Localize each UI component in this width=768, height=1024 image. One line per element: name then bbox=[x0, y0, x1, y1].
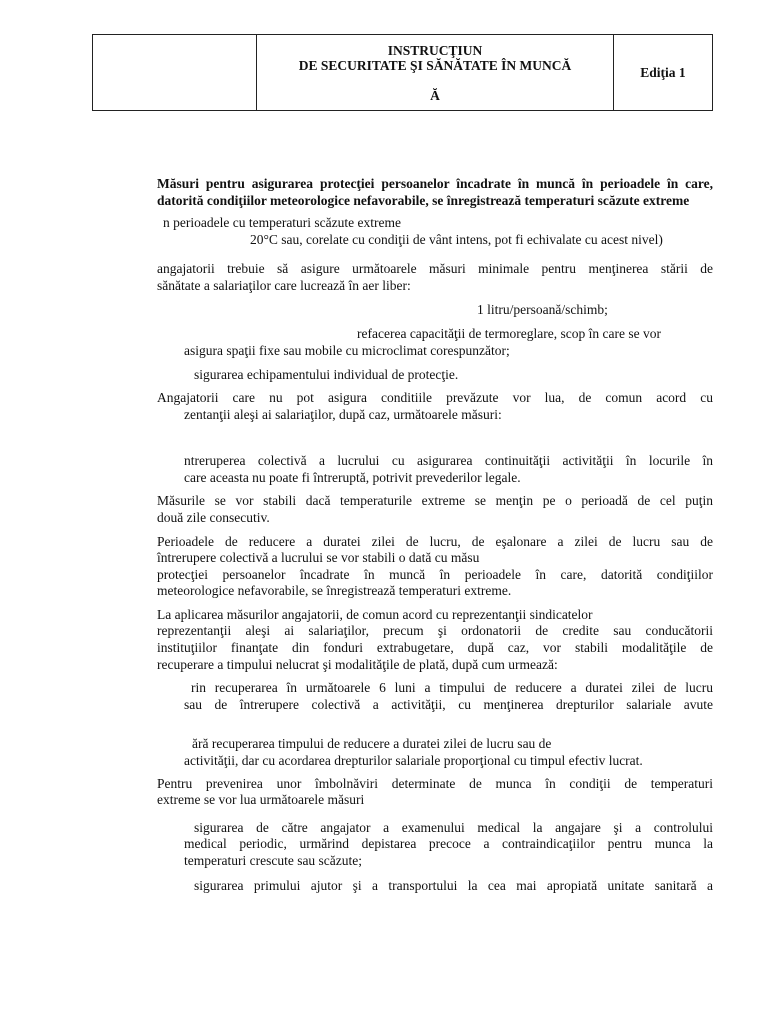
text-line: două zile consecutiv. bbox=[157, 509, 270, 525]
text-line: Măsurile se vor stabili dacă temperaturile extreme se menţin pe o perioadă de cel puţin bbox=[157, 493, 713, 509]
paragraph-alternative-measures bbox=[157, 390, 713, 423]
paragraph-prevention bbox=[157, 776, 713, 809]
text-line: sănătate a salariaţilor care lucrează în aer liber: bbox=[157, 277, 411, 293]
text-line: instituţiilor finanţate din fonduri extrabugetare, după caz, vor stabili modalităţile de bbox=[157, 640, 713, 656]
paragraph-intro bbox=[157, 215, 713, 248]
list-item-no-recovery bbox=[157, 736, 713, 769]
document-header-table bbox=[92, 34, 713, 111]
text-line: întrerupere colectivă a lucrului se vor stabili o dată cu măsu bbox=[157, 550, 480, 566]
header-title-cell bbox=[257, 35, 614, 111]
text-line: zentanţii aleşi ai salariaţilor, după caz, următoarele măsuri: bbox=[184, 406, 502, 422]
text-line: sau de întrerupere colectivă a activităţii, cu menţinerea drepturilor salariale avute bbox=[184, 696, 713, 712]
text-line: care aceasta nu poate fi întreruptă, potrivit prevederilor legale. bbox=[184, 469, 521, 485]
text-line: sigurarea de către angajator a examenului medical la angajare şi a controlului bbox=[194, 819, 713, 835]
list-item-first-aid bbox=[157, 878, 713, 895]
list-item-thermoregulation bbox=[157, 326, 713, 359]
header-title-line-1: INSTRUCŢIUN bbox=[387, 42, 483, 58]
paragraph-recovery-methods bbox=[157, 607, 713, 673]
header-title-line-2: DE SECURITATE ŞI SĂNĂTATE ÎN MUNCĂ bbox=[298, 57, 572, 73]
text-line: asigura spaţii fixe sau mobile cu microclimat corespunzător; bbox=[184, 342, 510, 358]
list-item-equipment bbox=[157, 367, 713, 384]
text-line: extreme se vor lua următoarele măsuri bbox=[157, 792, 365, 808]
edition-label: Ediţia 1 bbox=[640, 64, 686, 80]
document-body bbox=[157, 176, 713, 894]
text-line: protecţiei persoanelor încadrate în muncă în perioadele în care, datorită condiţiilor bbox=[157, 566, 713, 582]
text-line: medical periodic, urmărind depistarea precoce a contraindicaţiilor pentru munca la bbox=[184, 836, 713, 852]
list-item-medical-exam bbox=[157, 820, 713, 870]
text-line: Angajatorii care nu pot asigura conditiile prevăzute vor lua, de comun acord cu bbox=[157, 389, 713, 405]
text-line: temperaturi crescute sau scăzute; bbox=[184, 853, 363, 868]
text-line: Perioadele de reducere a duratei zilei de lucru, de eşalonare a zilei de lucru sau de bbox=[157, 533, 713, 549]
text-line: Pentru prevenirea unor îmbolnăviri determinate de munca în condiţii de temperaturi bbox=[157, 775, 713, 791]
list-item-water bbox=[157, 302, 713, 319]
text-line: rin recuperarea în următoarele 6 luni a timpului de reducere a duratei zilei de lucru bbox=[191, 680, 713, 696]
text-line: ntreruperea colectivă a lucrului cu asigurarea continuităţii activităţii în locurile în bbox=[184, 453, 713, 469]
list-item-work-interruption bbox=[157, 453, 713, 486]
paragraph-duration-rule bbox=[157, 493, 713, 526]
text-line: reprezentanţii aleşi ai salariaţilor, precum şi ordonatorii de credite sau conducătorii bbox=[157, 623, 713, 639]
section-heading: Măsuri pentru asigurarea protecţiei persoanelor încadrate în muncă în perioadele în care, datorită condiţiilor meteorologice nefavorabile, se înregistrează temperaturi scăzute extreme bbox=[157, 176, 713, 208]
paragraph-reduction-periods bbox=[157, 534, 713, 600]
list-item-recovery-6-months bbox=[157, 680, 713, 713]
text-line: ără recuperarea timpului de reducere a duratei zilei de lucru sau de bbox=[192, 736, 552, 752]
text-line: meteorologice nefavorabile, se înregistrează temperaturi extreme. bbox=[157, 583, 512, 599]
text-line: refacerea capacităţii de termoreglare, scop în care se vor bbox=[357, 326, 661, 342]
text-line: 20°C sau, corelate cu condiţii de vânt intens, pot fi echivalate cu acest nivel) bbox=[250, 231, 663, 247]
text-line: 1 litru/persoană/schimb; bbox=[477, 301, 608, 317]
text-line: activităţii, dar cu acordarea drepturilor salariale proporţional cu timpul efectiv lucrat. bbox=[184, 753, 643, 769]
header-logo-cell bbox=[93, 35, 257, 111]
text-line: La aplicarea măsurilor angajatorii, de comun acord cu reprezentanţii sindicatelor bbox=[157, 606, 593, 622]
header-title-line-3: Ă bbox=[430, 87, 440, 103]
header-edition-cell bbox=[614, 35, 713, 111]
text-line: angajatorii trebuie să asigure următoarele măsuri minimale pentru menţinerea stării de bbox=[157, 261, 713, 277]
text-line: sigurarea echipamentului individual de protecţie. bbox=[194, 367, 459, 383]
text-line: n perioadele cu temperaturi scăzute extreme bbox=[163, 215, 401, 231]
text-line: sigurarea primului ajutor şi a transportului la cea mai apropiată unitate sanitară a bbox=[194, 877, 713, 893]
text-line: recuperare a timpului nelucrat şi modalităţile de plată, după cum urmează: bbox=[157, 656, 558, 672]
paragraph-employers-measures bbox=[157, 261, 713, 294]
